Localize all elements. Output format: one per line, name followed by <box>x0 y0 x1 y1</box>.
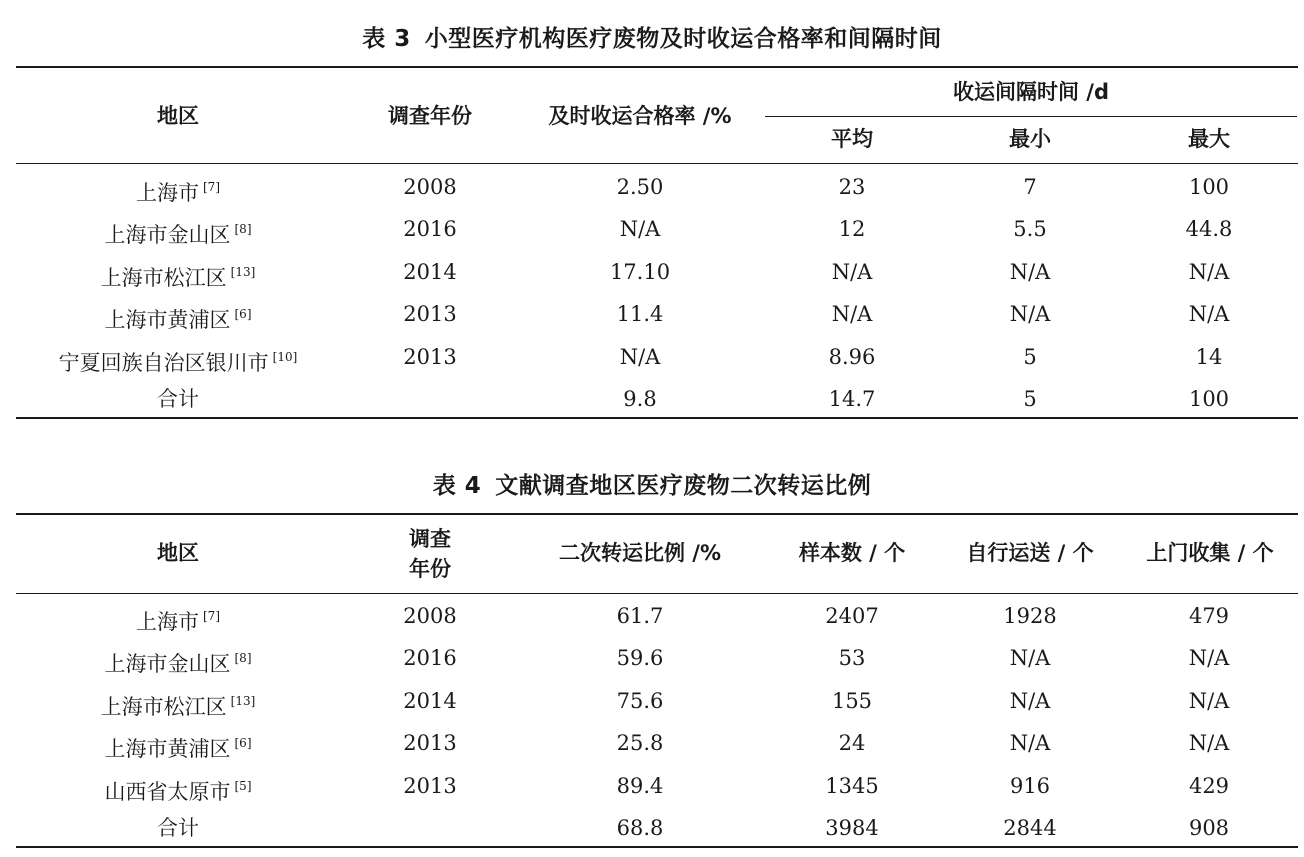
table3-cell-year <box>350 174 510 200</box>
table3-rate-text: N/A <box>619 344 661 369</box>
table3-max-text: 44.8 <box>1185 217 1233 242</box>
table4-bottom-rule <box>16 846 1298 848</box>
table3-region-text: 上海市 <box>136 181 199 205</box>
table3-cell-avg <box>772 344 932 370</box>
citation-ref: [10] <box>272 349 298 364</box>
table4-header-rule <box>16 593 1298 594</box>
table4-caption-text: 文献调查地区医疗废物二次转运比例 <box>495 473 872 499</box>
table3-rate-text: 17.10 <box>609 259 671 284</box>
table3-header-subrule <box>765 116 1297 117</box>
table3-cell-avg <box>772 216 932 242</box>
table4-cell-self <box>950 688 1110 714</box>
table4-year-text: 2016 <box>403 646 457 671</box>
citation-ref: [8] <box>234 222 252 237</box>
citation-ref: [5] <box>234 778 252 793</box>
table3-cell-rate <box>560 174 720 200</box>
table4-samples-text: 2407 <box>825 604 879 628</box>
table3-top-rule <box>16 66 1298 68</box>
table3-min-text: N/A <box>1009 302 1051 327</box>
table3-cell-rate <box>560 301 720 327</box>
table4-cell-region <box>18 815 338 841</box>
table4-door-text: 479 <box>1188 604 1230 628</box>
table4-region-text: 合计 <box>157 816 199 840</box>
table4-cell-region <box>18 688 338 720</box>
table3-cell-avg <box>772 174 932 200</box>
citation-ref: [6] <box>234 307 252 322</box>
citation-ref: [8] <box>234 651 252 666</box>
table4-cell-year <box>350 603 510 629</box>
table4-self-text: 2844 <box>1003 816 1057 840</box>
table3-cell-max <box>1129 301 1289 327</box>
table3-caption-text: 小型医疗机构医疗废物及时收运合格率和间隔时间 <box>424 26 942 52</box>
table4-cell-ratio <box>560 773 720 799</box>
table4-ratio-text: 75.6 <box>616 688 664 713</box>
table4-self-text: N/A <box>1009 731 1051 756</box>
table4-caption <box>0 467 1304 500</box>
table3-region-text: 上海市金山区 <box>104 223 231 248</box>
table3-cell-max <box>1129 174 1289 200</box>
table4-header-samples: 样本数 / 个 <box>798 541 906 565</box>
table4-year-text: 2014 <box>403 688 457 713</box>
table4-door-text: 908 <box>1188 816 1230 840</box>
table4-cell-ratio <box>560 645 720 671</box>
table3-cell-year <box>350 259 510 285</box>
table3-min-text: 5 <box>1023 344 1037 369</box>
table3-year-text: 2014 <box>403 259 457 284</box>
table4-cell-year <box>350 688 510 714</box>
citation-ref: [6] <box>234 736 252 751</box>
table3-max-text: 100 <box>1188 387 1230 411</box>
table4-region-text: 上海市 <box>136 610 199 634</box>
table3-avg-text: 8.96 <box>828 344 876 369</box>
table3-avg-text: 12 <box>838 217 866 242</box>
table3-rate-text: 2.50 <box>616 175 664 199</box>
table4-cell-region <box>18 645 338 677</box>
table3-max-text: N/A <box>1188 302 1230 327</box>
table3-cell-min <box>950 344 1110 370</box>
table4-year-text: 2013 <box>403 773 457 798</box>
table3-year-text: 2016 <box>403 217 457 242</box>
table3-header-max: 最大 <box>1188 127 1230 151</box>
table3-cell-rate <box>560 216 720 242</box>
table3-cell-region <box>18 216 338 248</box>
table3-header-year: 调查年份 <box>388 104 472 128</box>
table4-cell-samples <box>772 730 932 756</box>
table3-cell-max <box>1129 259 1289 285</box>
table4-cell-door <box>1129 730 1289 756</box>
table4-year-text: 2008 <box>403 604 457 628</box>
table4-cell-year <box>350 773 510 799</box>
table3-cell-year <box>350 344 510 370</box>
table3-year-text: 2013 <box>403 302 457 327</box>
citation-ref: [7] <box>203 180 220 194</box>
table3-year-text: 2013 <box>403 344 457 369</box>
table4-header-year-line2: 年份 <box>409 557 451 581</box>
table4-cell-door <box>1129 603 1289 629</box>
table4-self-text: N/A <box>1009 646 1051 671</box>
table4-cell-samples <box>772 815 932 841</box>
table3-cell-avg <box>772 301 932 327</box>
table3-header-interval-group: 收运间隔时间 /d <box>952 80 1109 104</box>
table3-avg-text: N/A <box>831 259 873 284</box>
table4-region-text: 上海市金山区 <box>104 652 231 677</box>
table4-region-text: 山西省太原市 <box>104 779 231 804</box>
table3-header-avg: 平均 <box>831 127 873 151</box>
table3-min-text: N/A <box>1009 259 1051 284</box>
table4-cell-door <box>1129 645 1289 671</box>
table4-cell-year <box>350 730 510 756</box>
table3-cell-avg <box>772 259 932 285</box>
table3-cell-avg <box>772 386 932 412</box>
table3-cell-region <box>18 259 338 291</box>
table3-region-text: 上海市松江区 <box>100 265 227 290</box>
table3-cell-region <box>18 344 338 376</box>
table4-door-text: 429 <box>1188 773 1230 798</box>
table3-cell-region <box>18 386 338 412</box>
table3-cell-region <box>18 174 338 206</box>
table4-cell-self <box>950 773 1110 799</box>
table3-cell-min <box>950 301 1110 327</box>
table4-header-region: 地区 <box>157 541 199 565</box>
table3-header-region: 地区 <box>157 104 199 128</box>
table4-cell-door <box>1129 688 1289 714</box>
table3-max-text: 100 <box>1188 175 1230 199</box>
table4-samples-text: 53 <box>838 646 866 671</box>
table3-region-text: 合计 <box>157 387 199 411</box>
table3-rate-text: N/A <box>619 217 661 242</box>
table3-cell-year <box>350 216 510 242</box>
table4-header-ratio: 二次转运比例 /% <box>558 541 722 565</box>
table4-samples-text: 155 <box>831 688 873 713</box>
table3-cell-rate <box>560 386 720 412</box>
table4-cell-door <box>1129 773 1289 799</box>
table4-cell-samples <box>772 773 932 799</box>
table4-samples-text: 1345 <box>825 773 879 798</box>
table4-cell-self <box>950 645 1110 671</box>
table4-cell-samples <box>772 688 932 714</box>
table3-caption-number: 表 3 <box>362 26 411 52</box>
table3-avg-text: 14.7 <box>828 387 876 411</box>
table4-samples-text: 3984 <box>825 816 879 840</box>
table3-region-text: 上海市黄浦区 <box>104 308 231 333</box>
table4-door-text: N/A <box>1188 731 1230 756</box>
table3-cell-max <box>1129 386 1289 412</box>
table3-rate-text: 11.4 <box>616 302 664 327</box>
table3-cell-max <box>1129 216 1289 242</box>
table3-header-min: 最小 <box>1009 127 1051 151</box>
table3-max-text: N/A <box>1188 259 1230 284</box>
table4-cell-ratio <box>560 688 720 714</box>
table4-ratio-text: 89.4 <box>616 773 664 798</box>
table3-cell-min <box>950 386 1110 412</box>
citation-ref: [7] <box>203 609 220 623</box>
table4-self-text: 1928 <box>1003 604 1057 628</box>
table3-rate-text: 9.8 <box>623 387 657 411</box>
table3-min-text: 5.5 <box>1013 217 1047 242</box>
table4-region-text: 上海市松江区 <box>100 694 227 719</box>
table3-cell-rate <box>560 344 720 370</box>
table3-avg-text: 23 <box>838 175 866 199</box>
table3-cell-min <box>950 216 1110 242</box>
table4-cell-samples <box>772 645 932 671</box>
table4-self-text: N/A <box>1009 688 1051 713</box>
table4-year-text: 2013 <box>403 731 457 756</box>
table3-caption <box>0 20 1304 53</box>
citation-ref: [13] <box>230 264 256 279</box>
table4-ratio-text: 59.6 <box>616 646 664 671</box>
table3-region-text: 宁夏回族自治区银川市 <box>58 350 269 375</box>
table4-cell-region <box>18 730 338 762</box>
citation-ref: [13] <box>230 693 256 708</box>
table3-header-rate: 及时收运合格率 /% <box>548 104 732 128</box>
table3-max-text: 14 <box>1195 344 1223 369</box>
table3-cell-min <box>950 174 1110 200</box>
table3-year-text: 2008 <box>403 175 457 199</box>
table4-cell-region <box>18 773 338 805</box>
table4-cell-region <box>18 603 338 635</box>
table3-bottom-rule <box>16 417 1298 419</box>
table4-ratio-text: 68.8 <box>616 816 664 840</box>
table3-header-rule <box>16 163 1298 164</box>
table4-cell-ratio <box>560 730 720 756</box>
table4-door-text: N/A <box>1188 646 1230 671</box>
table4-self-text: 916 <box>1009 773 1051 798</box>
table4-header-year-line1: 调查 <box>409 527 451 551</box>
table3-cell-max <box>1129 344 1289 370</box>
table3-avg-text: N/A <box>831 302 873 327</box>
table4-cell-self <box>950 815 1110 841</box>
table4-ratio-text: 25.8 <box>616 731 664 756</box>
table4-cell-ratio <box>560 603 720 629</box>
table4-cell-self <box>950 603 1110 629</box>
table4-caption-number: 表 4 <box>432 473 482 499</box>
table3-min-text: 7 <box>1023 175 1037 199</box>
table4-top-rule <box>16 513 1298 515</box>
table3-cell-min <box>950 259 1110 285</box>
table4-samples-text: 24 <box>838 731 866 756</box>
table3-cell-region <box>18 301 338 333</box>
table4-header-door: 上门收集 / 个 <box>1146 541 1274 565</box>
table3-cell-year <box>350 301 510 327</box>
table3-min-text: 5 <box>1023 387 1037 411</box>
table4-cell-samples <box>772 603 932 629</box>
table4-door-text: N/A <box>1188 688 1230 713</box>
table3-cell-rate <box>560 259 720 285</box>
table4-cell-ratio <box>560 815 720 841</box>
table4-ratio-text: 61.7 <box>616 604 664 628</box>
table4-cell-self <box>950 730 1110 756</box>
table4-cell-door <box>1129 815 1289 841</box>
table4-region-text: 上海市黄浦区 <box>104 737 231 762</box>
table4-header-self: 自行运送 / 个 <box>966 541 1094 565</box>
table4-cell-year <box>350 645 510 671</box>
